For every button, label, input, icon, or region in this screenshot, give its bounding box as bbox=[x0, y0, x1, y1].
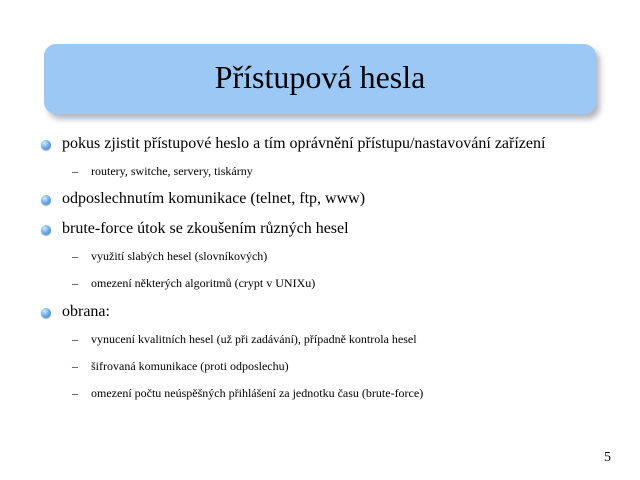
sub-bullet-item: využití slabých hesel (slovníkových) bbox=[91, 249, 268, 263]
slide-title: Přístupová hesla bbox=[214, 59, 426, 95]
sub-bullet-item: vynucení kvalitních hesel (už při zadávání), případně kontrola hesel bbox=[91, 332, 417, 346]
dash-icon: – bbox=[72, 359, 78, 373]
sub-bullet-item: routery, switche, servery, tiskárny bbox=[91, 164, 253, 178]
dash-icon: – bbox=[72, 276, 78, 290]
sub-bullet-item: šifrovaná komunikace (proti odposlechu) bbox=[91, 359, 289, 373]
page-number: 5 bbox=[604, 450, 611, 465]
bullet-icon bbox=[41, 195, 51, 205]
bullet-item: obrana: bbox=[62, 303, 110, 320]
dash-icon: – bbox=[72, 164, 78, 178]
dash-icon: – bbox=[72, 249, 78, 263]
bullet-icon bbox=[41, 225, 51, 235]
bullet-icon bbox=[41, 140, 51, 150]
bullet-icon bbox=[41, 308, 51, 318]
bullet-item: pokus zjistit přístupové heslo a tím oprávnění přístupu/nastavování zařízení bbox=[62, 135, 546, 152]
sub-bullet-item: omezení některých algoritmů (crypt v UNIXu) bbox=[91, 276, 316, 290]
dash-icon: – bbox=[72, 332, 78, 346]
dash-icon: – bbox=[72, 386, 78, 400]
bullet-item: brute-force útok se zkoušením různých hesel bbox=[62, 220, 349, 237]
bullet-item: odposlechnutím komunikace (telnet, ftp, www) bbox=[62, 190, 366, 207]
sub-bullet-item: omezení počtu neúspěšných přihlášení za jednotku času (brute-force) bbox=[91, 386, 424, 400]
